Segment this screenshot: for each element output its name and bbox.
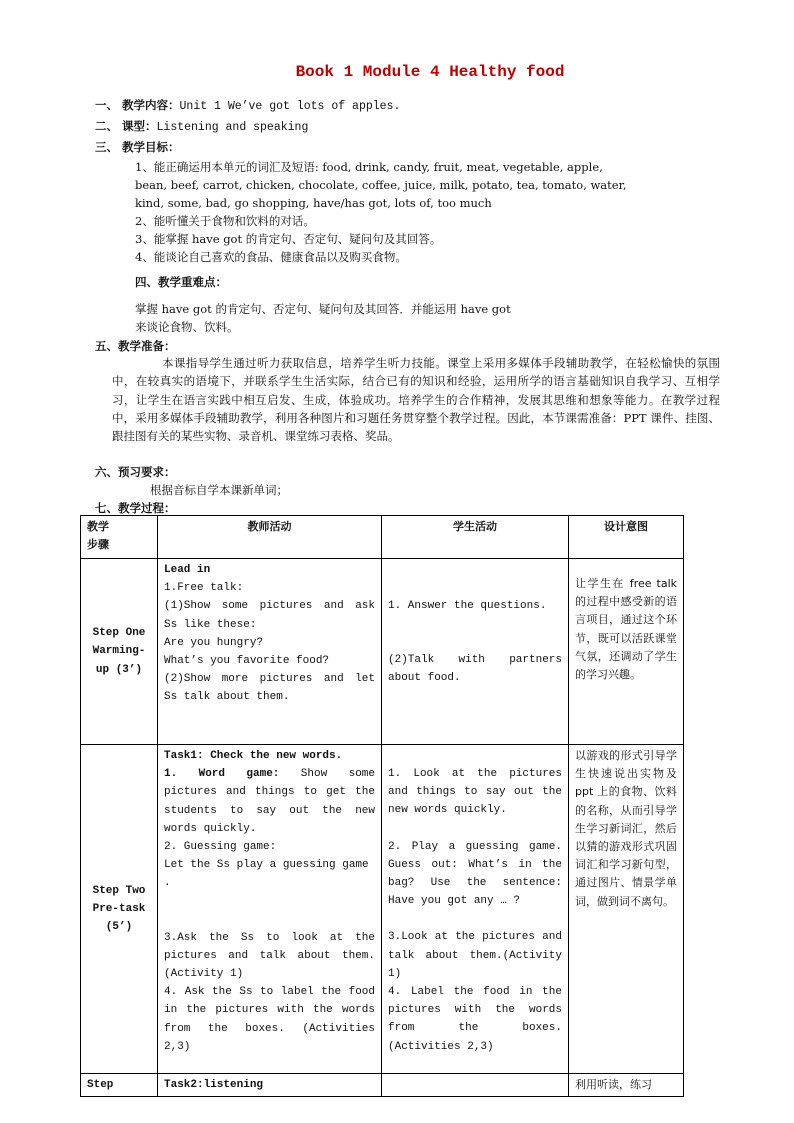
row3-teacher-activity: Task2:listening [158, 1074, 382, 1097]
row2-student-activity: 1. Look at the pictures and things to say out the new words quickly. 2. Play a guessing game. Guess out: What’s in the bag? Use the sentence: Have you got any … ? 3.Look at the pictures and talk about them.(Activity 1) 4. Label the food in the pictures with the words from the boxes. (Activities 2,3) [382, 745, 569, 1074]
goal-1b: bean, beef, carrot, chicken, chocolate, coffee, juice, milk, potato, tea, tomato, water, [135, 178, 627, 192]
goal-4: 4、能谈论自己喜欢的食品、健康食品以及购买食物。 [135, 250, 407, 264]
header-student: 学生活动 [382, 516, 569, 559]
row2-purpose: 以游戏的形式引导学生快速说出实物及 ppt 上的食物、饮料的名称，从而引导学生学习新词汇，然后以猜的游戏形式巩固词汇和学习新句型，通过图片、情景学单词，做到词不离句。 [569, 745, 684, 1074]
header-step: 教学 步骤 [81, 516, 158, 559]
section-4-line2: 来谈论食物、饮料。 [135, 320, 239, 334]
section-5-text: 本课指导学生通过听力获取信息，培养学生听力技能。课堂上采用多媒体手段辅助教学，在轻松愉快的氛围中，在较真实的语境下，并联系学生生活实际，结合已有的知识和经验，运用所学的语言基础知识自我学习、互相学习，让学生在语言实践中相互启发、生成，体验成功。培养学生的合作精神，发展其思维和想象等能力。在教学过程中，采用多媒体手段辅助教学，利用各种图片和习题任务贯穿整个教学过程。因此，本节课需准备：PPT 课件、挂图、跟挂图有关的某些实物、录音机、课堂练习表格、奖品。 [112, 356, 720, 444]
row1-purpose: 让学生在 free talk 的过程中感受新的语言项目，通过这个环节，既可以活跃课堂气氛，还调动了学生的学习兴趣。 [569, 559, 684, 745]
goal-2: 2、能听懂关于食物和饮料的对话。 [135, 214, 315, 228]
section-4-line1: 掌握 have got 的肯定句、否定句、疑问句及其回答．并能运用 have got [135, 302, 511, 316]
section-6-text: 根据音标自学本课新单词； [150, 483, 288, 497]
section-2 [95, 117, 308, 137]
section-1 [95, 96, 400, 116]
table-header-row [81, 516, 684, 559]
row2-teacher-activity: Task1: Check the new words. 1. Word game: Show some pictures and things to get the students to say out the new words quickly. 2. Guessing game: Let the Ss play a guessing game . 3.Ask the Ss to look at the pictures and talk about them.(Activity 1) 4. Ask the Ss to label the food in the pictures with the words from the boxes. (Activities 2,3) [158, 745, 382, 1074]
row3-purpose: 利用听读，练习 [569, 1074, 684, 1097]
section-2-value: Listening and speaking [156, 121, 309, 134]
table-row [81, 745, 684, 1074]
row3-student-activity [382, 1074, 569, 1097]
header-purpose: 设计意图 [569, 516, 684, 559]
table-row [81, 559, 684, 745]
row1-teacher-activity: Lead in 1.Free talk: (1)Show some pictures and ask Ss like these: Are you hungry? What’s you favorite food? (2)Show more pictures and let Ss talk about them. [158, 559, 382, 745]
section-1-label: 一、 教学内容： [95, 98, 180, 112]
row1-student-activity: 1. Answer the questions. (2)Talk with partners about food. [382, 559, 569, 745]
goal-1c: kind, some, bad, go shopping, have/has got, lots of, too much [135, 196, 492, 210]
section-4-label: 四、教学重难点： [135, 275, 227, 289]
teaching-process-table [80, 515, 684, 1097]
section-2-label: 二、 课型： [95, 119, 157, 133]
section-5-label: 五、教学准备： [95, 339, 176, 353]
header-teacher: 教师活动 [158, 516, 382, 559]
step-one-label: Step One Warming- up (3’) [81, 559, 158, 745]
table-row [81, 1074, 684, 1097]
goal-3: 3、能掌握 have got 的肯定句、否定句、疑问句及其回答。 [135, 232, 442, 246]
page-title: Book 1 Module 4 Healthy food [295, 63, 565, 81]
step-three-label: Step [81, 1074, 158, 1097]
section-6-label: 六、预习要求： [95, 465, 176, 479]
step-two-label: Step Two Pre-task (5’) [81, 745, 158, 1074]
goal-1a: 1、能正确运用本单元的词汇及短语: food, drink, candy, fruit, meat, vegetable, apple, [135, 160, 603, 174]
section-7-label: 七、教学过程： [95, 501, 176, 515]
section-3-label: 三、 教学目标： [95, 140, 180, 154]
section-1-value: Unit 1 We’ve got lots of apples. [179, 100, 401, 113]
